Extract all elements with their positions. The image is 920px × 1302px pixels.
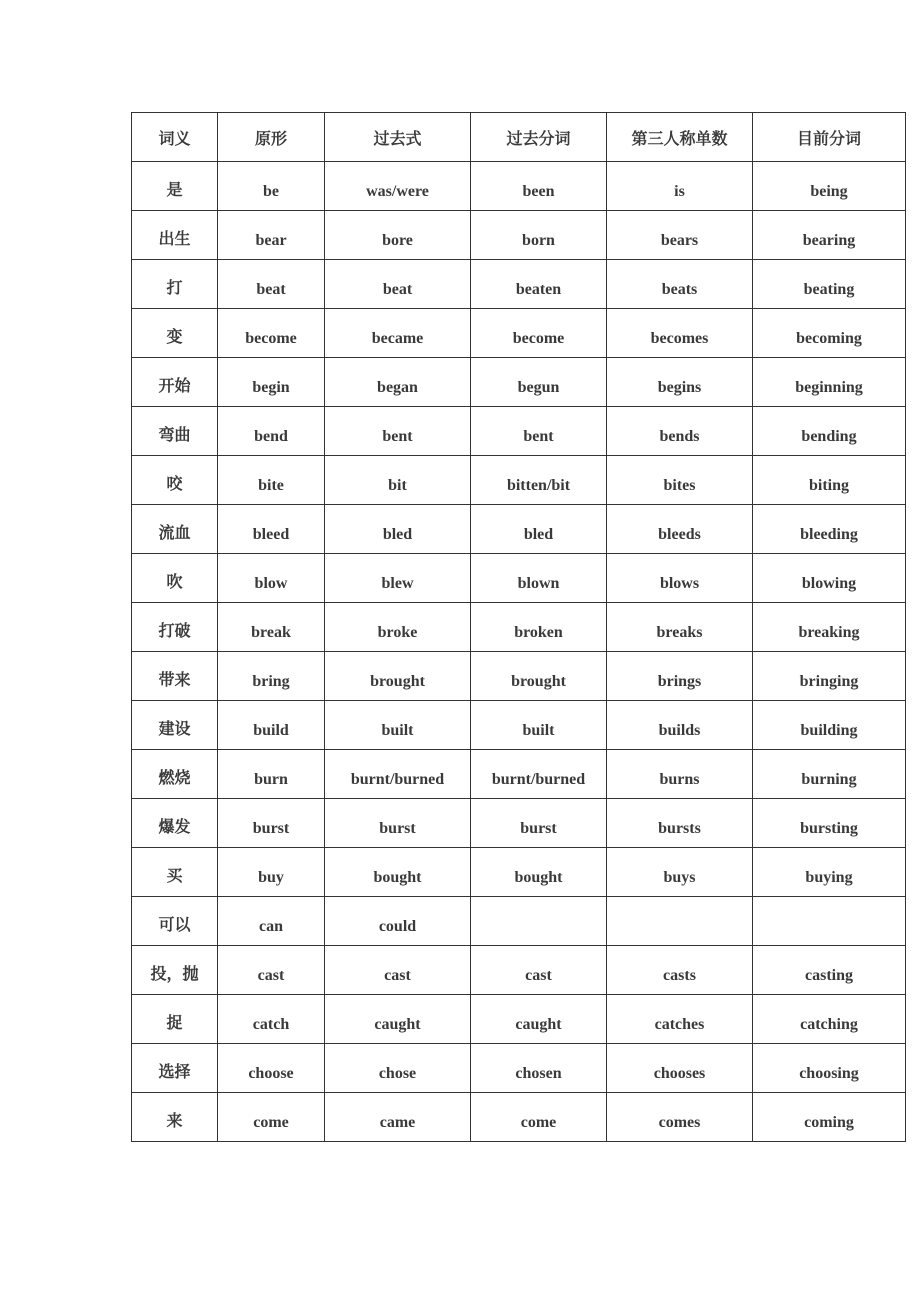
- cell-past-tense: brought: [325, 652, 471, 701]
- cell-present-participle: buying: [753, 848, 906, 897]
- cell-past-participle: burst: [471, 799, 607, 848]
- cell-third-person: brings: [607, 652, 753, 701]
- cell-meaning: 流血: [132, 505, 218, 554]
- cell-present-participle: beginning: [753, 358, 906, 407]
- cell-present-participle: beating: [753, 260, 906, 309]
- cell-past-tense: bent: [325, 407, 471, 456]
- cell-past-participle: burnt/burned: [471, 750, 607, 799]
- cell-past-tense: bled: [325, 505, 471, 554]
- cell-present-participle: coming: [753, 1093, 906, 1142]
- table-row: [132, 799, 906, 848]
- cell-base-form: buy: [218, 848, 325, 897]
- cell-base-form: come: [218, 1093, 325, 1142]
- header-past-tense: 过去式: [325, 113, 471, 162]
- cell-past-tense: was/were: [325, 162, 471, 211]
- cell-base-form: cast: [218, 946, 325, 995]
- cell-base-form: burst: [218, 799, 325, 848]
- cell-present-participle: building: [753, 701, 906, 750]
- cell-third-person: comes: [607, 1093, 753, 1142]
- cell-past-tense: broke: [325, 603, 471, 652]
- irregular-verb-table: [131, 112, 906, 1142]
- table-body: [132, 162, 906, 1142]
- cell-past-participle: cast: [471, 946, 607, 995]
- cell-present-participle: bearing: [753, 211, 906, 260]
- cell-third-person: breaks: [607, 603, 753, 652]
- cell-past-participle: bitten/bit: [471, 456, 607, 505]
- cell-third-person: burns: [607, 750, 753, 799]
- cell-past-participle: blown: [471, 554, 607, 603]
- header-past-participle: 过去分词: [471, 113, 607, 162]
- cell-present-participle: bleeding: [753, 505, 906, 554]
- cell-past-participle: bled: [471, 505, 607, 554]
- cell-third-person: bears: [607, 211, 753, 260]
- cell-past-participle: [471, 897, 607, 946]
- cell-past-tense: could: [325, 897, 471, 946]
- header-third-person-singular: 第三人称单数: [607, 113, 753, 162]
- cell-third-person: casts: [607, 946, 753, 995]
- cell-present-participle: biting: [753, 456, 906, 505]
- cell-past-participle: bent: [471, 407, 607, 456]
- cell-past-tense: cast: [325, 946, 471, 995]
- table-row: [132, 358, 906, 407]
- table-row: [132, 260, 906, 309]
- table-row: [132, 505, 906, 554]
- table-row: [132, 946, 906, 995]
- cell-past-participle: born: [471, 211, 607, 260]
- cell-past-tense: built: [325, 701, 471, 750]
- table-row: [132, 407, 906, 456]
- cell-third-person: bends: [607, 407, 753, 456]
- cell-present-participle: burning: [753, 750, 906, 799]
- cell-third-person: chooses: [607, 1044, 753, 1093]
- cell-past-tense: blew: [325, 554, 471, 603]
- table-row: [132, 603, 906, 652]
- cell-third-person: bursts: [607, 799, 753, 848]
- cell-base-form: can: [218, 897, 325, 946]
- table-row: [132, 1093, 906, 1142]
- cell-third-person: bites: [607, 456, 753, 505]
- table-row: [132, 309, 906, 358]
- cell-past-tense: chose: [325, 1044, 471, 1093]
- cell-base-form: bend: [218, 407, 325, 456]
- cell-present-participle: blowing: [753, 554, 906, 603]
- cell-base-form: bring: [218, 652, 325, 701]
- cell-past-participle: begun: [471, 358, 607, 407]
- cell-past-participle: beaten: [471, 260, 607, 309]
- table-row: [132, 211, 906, 260]
- cell-meaning: 选择: [132, 1044, 218, 1093]
- header-present-participle: 目前分词: [753, 113, 906, 162]
- cell-meaning: 投，抛: [132, 946, 218, 995]
- cell-present-participle: being: [753, 162, 906, 211]
- cell-base-form: choose: [218, 1044, 325, 1093]
- table-row: [132, 995, 906, 1044]
- cell-past-participle: caught: [471, 995, 607, 1044]
- cell-meaning: 捉: [132, 995, 218, 1044]
- table-row: [132, 456, 906, 505]
- cell-meaning: 建设: [132, 701, 218, 750]
- cell-base-form: beat: [218, 260, 325, 309]
- cell-past-tense: became: [325, 309, 471, 358]
- cell-present-participle: becoming: [753, 309, 906, 358]
- cell-meaning: 开始: [132, 358, 218, 407]
- cell-past-tense: bought: [325, 848, 471, 897]
- cell-past-tense: came: [325, 1093, 471, 1142]
- cell-base-form: bear: [218, 211, 325, 260]
- cell-past-participle: brought: [471, 652, 607, 701]
- cell-third-person: blows: [607, 554, 753, 603]
- cell-meaning: 是: [132, 162, 218, 211]
- cell-present-participle: bringing: [753, 652, 906, 701]
- cell-present-participle: choosing: [753, 1044, 906, 1093]
- header-meaning: 词义: [132, 113, 218, 162]
- cell-present-participle: [753, 897, 906, 946]
- cell-meaning: 买: [132, 848, 218, 897]
- cell-third-person: becomes: [607, 309, 753, 358]
- table-row: [132, 701, 906, 750]
- cell-present-participle: casting: [753, 946, 906, 995]
- cell-base-form: burn: [218, 750, 325, 799]
- cell-third-person: begins: [607, 358, 753, 407]
- cell-base-form: bleed: [218, 505, 325, 554]
- cell-present-participle: bursting: [753, 799, 906, 848]
- cell-meaning: 打: [132, 260, 218, 309]
- table-header-row: [132, 113, 906, 162]
- cell-meaning: 弯曲: [132, 407, 218, 456]
- table-row: [132, 1044, 906, 1093]
- cell-base-form: become: [218, 309, 325, 358]
- cell-past-participle: come: [471, 1093, 607, 1142]
- cell-past-participle: been: [471, 162, 607, 211]
- cell-base-form: bite: [218, 456, 325, 505]
- cell-base-form: blow: [218, 554, 325, 603]
- cell-past-tense: bore: [325, 211, 471, 260]
- cell-third-person: beats: [607, 260, 753, 309]
- cell-past-tense: bit: [325, 456, 471, 505]
- cell-past-tense: beat: [325, 260, 471, 309]
- cell-base-form: begin: [218, 358, 325, 407]
- cell-third-person: [607, 897, 753, 946]
- cell-meaning: 带来: [132, 652, 218, 701]
- cell-meaning: 吹: [132, 554, 218, 603]
- cell-meaning: 爆发: [132, 799, 218, 848]
- cell-base-form: build: [218, 701, 325, 750]
- cell-past-participle: chosen: [471, 1044, 607, 1093]
- cell-third-person: bleeds: [607, 505, 753, 554]
- cell-past-tense: burnt/burned: [325, 750, 471, 799]
- cell-meaning: 可以: [132, 897, 218, 946]
- cell-present-participle: breaking: [753, 603, 906, 652]
- table-row: [132, 750, 906, 799]
- cell-third-person: catches: [607, 995, 753, 1044]
- cell-past-tense: began: [325, 358, 471, 407]
- cell-past-participle: broken: [471, 603, 607, 652]
- cell-present-participle: catching: [753, 995, 906, 1044]
- cell-meaning: 出生: [132, 211, 218, 260]
- cell-present-participle: bending: [753, 407, 906, 456]
- header-base-form: 原形: [218, 113, 325, 162]
- cell-past-participle: built: [471, 701, 607, 750]
- table-row: [132, 897, 906, 946]
- cell-meaning: 咬: [132, 456, 218, 505]
- cell-meaning: 打破: [132, 603, 218, 652]
- cell-meaning: 来: [132, 1093, 218, 1142]
- cell-meaning: 变: [132, 309, 218, 358]
- cell-past-tense: burst: [325, 799, 471, 848]
- cell-past-tense: caught: [325, 995, 471, 1044]
- cell-third-person: buys: [607, 848, 753, 897]
- table-row: [132, 162, 906, 211]
- cell-meaning: 燃烧: [132, 750, 218, 799]
- table-row: [132, 848, 906, 897]
- cell-base-form: break: [218, 603, 325, 652]
- cell-base-form: catch: [218, 995, 325, 1044]
- table-row: [132, 652, 906, 701]
- cell-third-person: builds: [607, 701, 753, 750]
- cell-past-participle: become: [471, 309, 607, 358]
- cell-base-form: be: [218, 162, 325, 211]
- cell-past-participle: bought: [471, 848, 607, 897]
- cell-third-person: is: [607, 162, 753, 211]
- table-row: [132, 554, 906, 603]
